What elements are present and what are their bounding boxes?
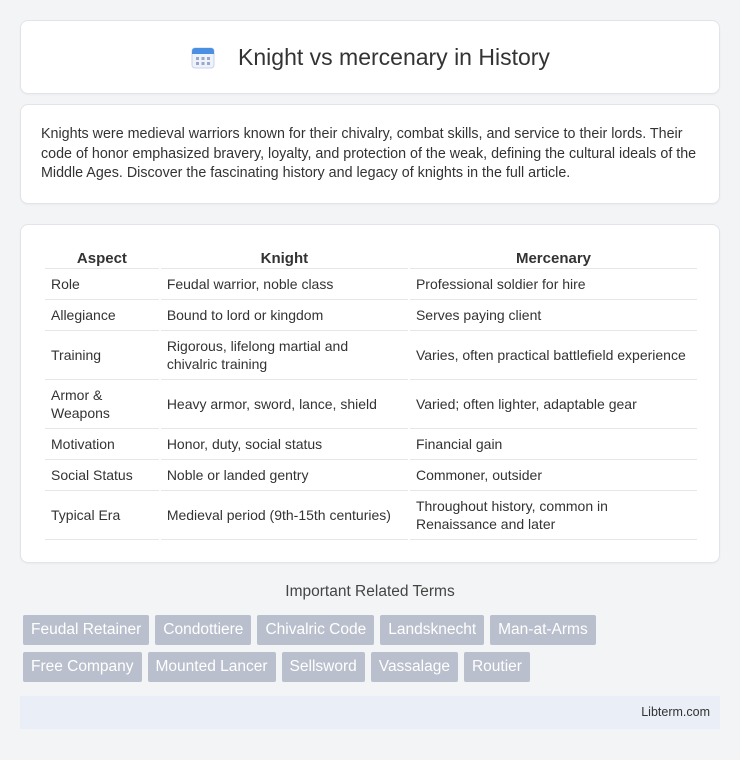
related-terms [23, 615, 723, 689]
table-cell: Motivation [45, 429, 159, 460]
table-cell: Throughout history, common in Renaissance and later [410, 491, 697, 540]
table-cell: Commoner, outsider [410, 460, 697, 491]
table-cell: Noble or landed gentry [161, 460, 408, 491]
intro-card [20, 104, 720, 204]
tag-feudal-retainer[interactable]: Feudal Retainer [23, 615, 149, 645]
comparison-table-card [20, 224, 720, 563]
column-header: Knight [161, 245, 408, 269]
calendar-icon [190, 44, 216, 70]
tag-row [23, 615, 723, 645]
tag-man-at-arms[interactable]: Man-at-Arms [490, 615, 596, 645]
table-cell: Varies, often practical battlefield experience [410, 331, 697, 380]
table-cell: Allegiance [45, 300, 159, 331]
table-cell: Professional soldier for hire [410, 269, 697, 300]
table-cell: Medieval period (9th-15th centuries) [161, 491, 408, 540]
table-row [45, 380, 697, 429]
table-cell: Financial gain [410, 429, 697, 460]
footer-link[interactable]: Libterm.com [641, 705, 710, 719]
table-header-row [45, 245, 697, 269]
table-cell: Serves paying client [410, 300, 697, 331]
related-terms-title: Important Related Terms [285, 583, 455, 600]
tag-sellsword[interactable]: Sellsword [282, 652, 365, 682]
table-row [45, 331, 697, 380]
table-cell: Bound to lord or kingdom [161, 300, 408, 331]
header-card [20, 20, 720, 94]
tag-condottiere[interactable]: Condottiere [155, 615, 251, 645]
table-cell: Typical Era [45, 491, 159, 540]
table-cell: Training [45, 331, 159, 380]
table-cell: Social Status [45, 460, 159, 491]
tag-vassalage[interactable]: Vassalage [371, 652, 458, 682]
column-header: Aspect [45, 245, 159, 269]
column-header: Mercenary [410, 245, 697, 269]
tag-row [23, 652, 723, 682]
table-cell: Feudal warrior, noble class [161, 269, 408, 300]
intro-text: Knights were medieval warriors known for their chivalry, combat skills, and service to their lords. Their code of honor emphasized bravery, loyalty, and protection of the weak, defining the cultural ideals of the Middle Ages. Discover the fascinating history and legacy of knights in the full article. [41, 126, 697, 181]
footer [20, 696, 720, 729]
table-row [45, 300, 697, 331]
table-cell: Heavy armor, sword, lance, shield [161, 380, 408, 429]
tag-mounted-lancer[interactable]: Mounted Lancer [148, 652, 276, 682]
tag-chivalric-code[interactable]: Chivalric Code [257, 615, 374, 645]
table-row [45, 269, 697, 300]
comparison-table [43, 245, 699, 540]
table-row [45, 491, 697, 540]
tag-routier[interactable]: Routier [464, 652, 530, 682]
page-title: Knight vs mercenary in History [238, 43, 550, 70]
table-row [45, 429, 697, 460]
table-row [45, 460, 697, 491]
tag-free-company[interactable]: Free Company [23, 652, 142, 682]
table-cell: Honor, duty, social status [161, 429, 408, 460]
table-cell: Varied; often lighter, adaptable gear [410, 380, 697, 429]
table-cell: Armor & Weapons [45, 380, 159, 429]
table-cell: Rigorous, lifelong martial and chivalric training [161, 331, 408, 380]
table-cell: Role [45, 269, 159, 300]
tag-landsknecht[interactable]: Landsknecht [380, 615, 484, 645]
